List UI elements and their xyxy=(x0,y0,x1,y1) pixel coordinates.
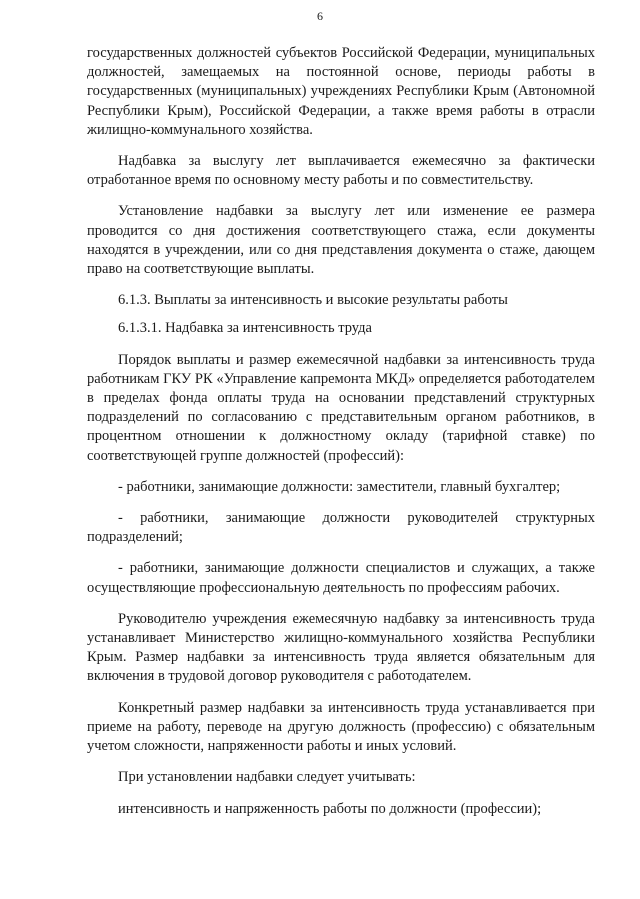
list-item-department-heads: - работники, занимающие должности руководителей структурных подразделений; xyxy=(87,510,595,546)
paragraph-consider: При установлении надбавки следует учитывать: xyxy=(118,769,416,786)
paragraph-head-bonus: Руководителю учреждения ежемесячную надбавку за интенсивность труда устанавливает Министерство жилищно-коммунального хозяйства Республики Крым. Размер надбавки за интенсивность труда является обязательным для включения в трудовой договор руководителя с работодателем. xyxy=(87,610,595,685)
paragraph-intensity-criteria: интенсивность и напряженность работы по должности (профессии); xyxy=(118,800,542,817)
paragraph-seniority-periods: государственных должностей субъектов Российской Федерации, муниципальных должностей, замещаемых на постоянной основе, периоды работы в государственных (муниципальных) учреждениях Республики Крым (Автономной Республики Крым), Российской Федерации, а также время работы в отрасли жилищно-коммунального хозяйства. xyxy=(87,45,595,138)
paragraph-specific-amount: Конкретный размер надбавки за интенсивность труда устанавливается при приеме на работу, переводе на другую должность (профессию) с обязательным учетом сложности, напряженности работы и иных условий. xyxy=(87,699,595,755)
section-heading-6-1-3-1: 6.1.3.1. Надбавка за интенсивность труда xyxy=(118,320,372,337)
paragraph-intensity-procedure: Порядок выплаты и размер ежемесячной надбавки за интенсивность труда работникам ГКУ РК «Управление капремонта МКД» определяется работодателем в пределах фонда оплаты труда на основании представлений структурных подразделений по согласованию с представительным органом работников, в процентном отношении к должностному окладу (тарифной ставке) по соответствующей группе должностей (профессий): xyxy=(87,351,595,464)
list-item-deputies: - работники, занимающие должности: заместители, главный бухгалтер; xyxy=(118,478,561,495)
document-body xyxy=(87,44,595,831)
paragraph-seniority-establishment: Установление надбавки за выслугу лет или изменение ее размера проводится со дня достижения соответствующего стажа, если документы находятся в учреждении, или со дня представления документа о стаже, дающем право на соответствующие выплаты. xyxy=(87,203,595,278)
list-item-specialists: - работники, занимающие должности специалистов и служащих, а также осуществляющие профессиональную деятельность по профессиям рабочих. xyxy=(87,560,595,596)
paragraph-seniority-payment: Надбавка за выслугу лет выплачивается ежемесячно за фактически отработанное время по основному месту работы и по совместительству. xyxy=(87,153,595,189)
page-number: 6 xyxy=(317,9,323,23)
section-heading-6-1-3: 6.1.3. Выплаты за интенсивность и высокие результаты работы xyxy=(118,292,508,309)
